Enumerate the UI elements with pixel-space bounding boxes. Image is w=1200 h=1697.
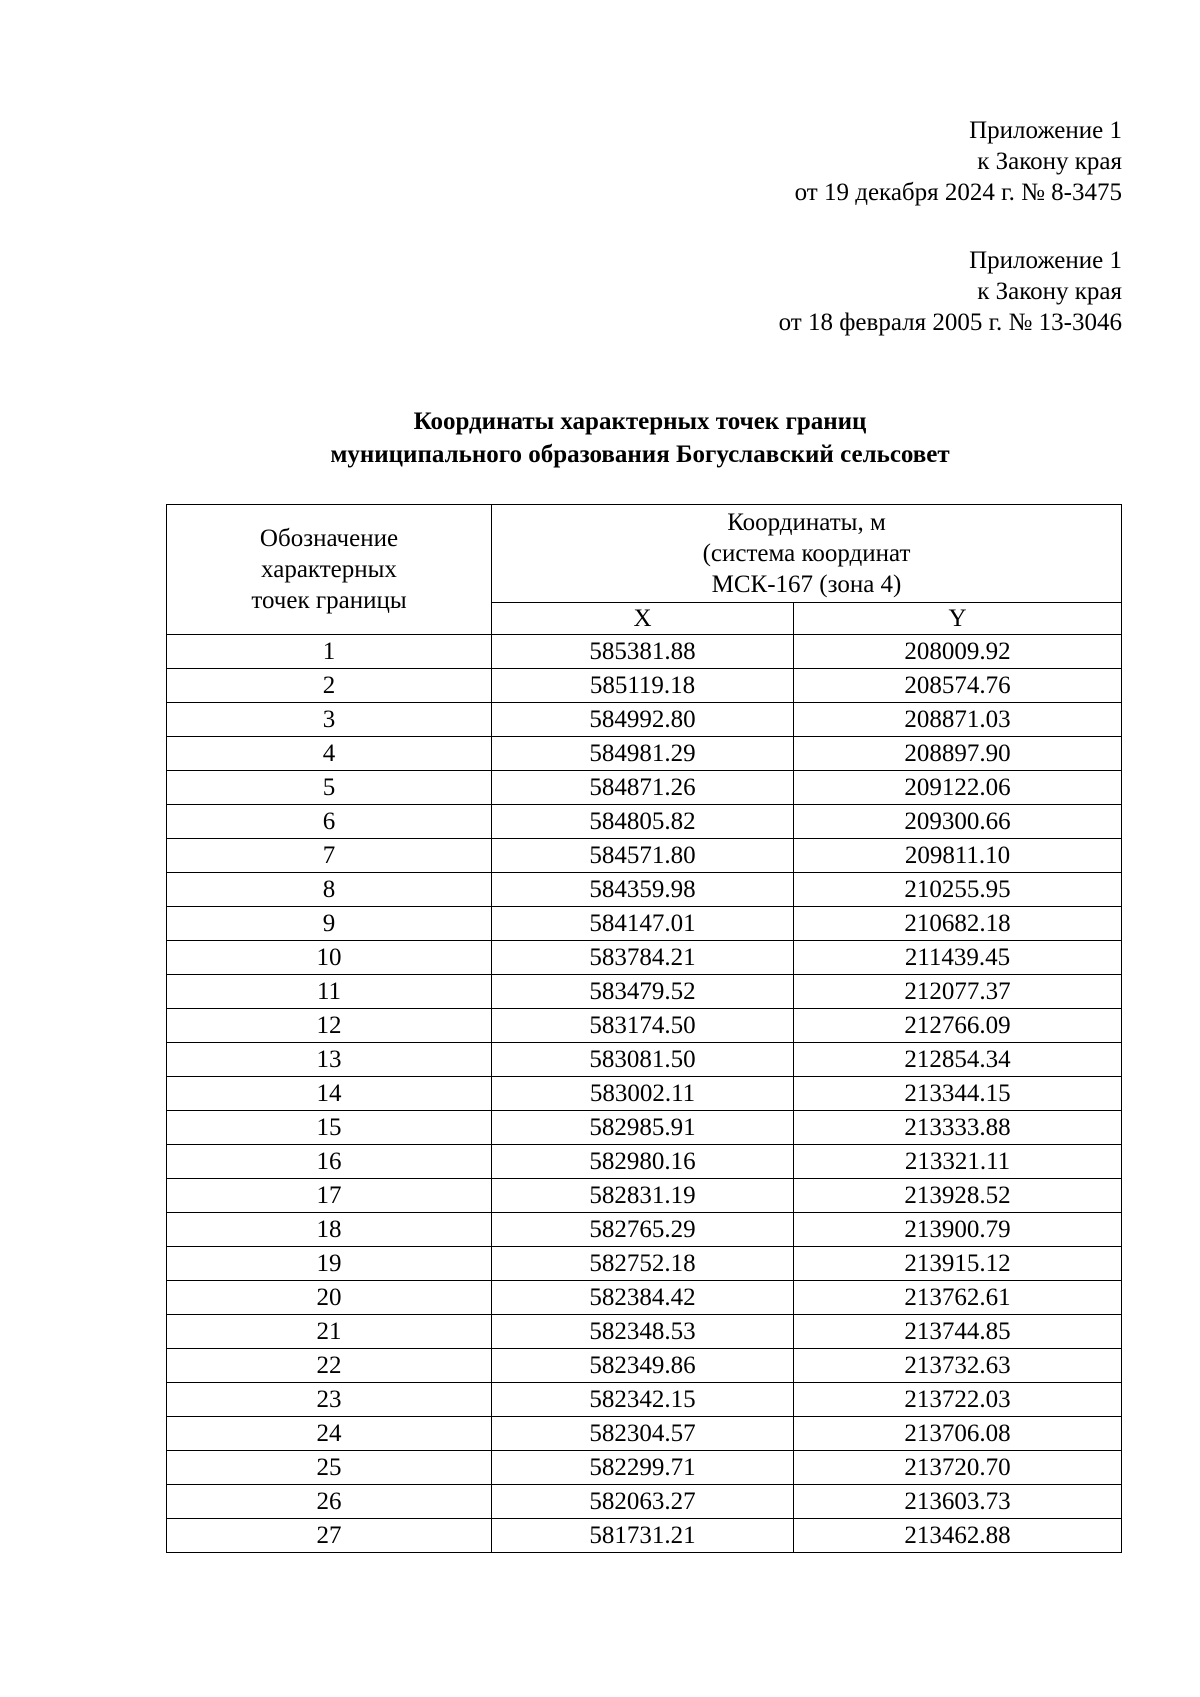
title-line-2: муниципального образования Богуславский сельсовет xyxy=(330,441,950,468)
table-header xyxy=(167,505,1122,635)
x-coordinate-cell: 583479.52 xyxy=(492,975,794,1009)
x-coordinate-cell: 583002.11 xyxy=(492,1077,794,1111)
y-coordinate-cell: 211439.45 xyxy=(794,941,1122,975)
x-coordinate-cell: 584871.26 xyxy=(492,771,794,805)
y-coordinate-cell: 212077.37 xyxy=(794,975,1122,1009)
table-row xyxy=(167,1417,1122,1451)
x-coordinate-cell: 582342.15 xyxy=(492,1383,794,1417)
y-coordinate-cell: 213928.52 xyxy=(794,1179,1122,1213)
table-row xyxy=(167,873,1122,907)
x-coordinate-cell: 582299.71 xyxy=(492,1451,794,1485)
table-row xyxy=(167,771,1122,805)
table-row xyxy=(167,941,1122,975)
point-number-cell: 23 xyxy=(167,1383,492,1417)
point-number-cell: 3 xyxy=(167,703,492,737)
x-coordinate-cell: 581731.21 xyxy=(492,1519,794,1553)
coordinates-table xyxy=(166,504,1122,1553)
appendix-header-original xyxy=(779,245,1122,338)
y-coordinate-cell: 208574.76 xyxy=(794,669,1122,703)
table-row xyxy=(167,1213,1122,1247)
point-number-cell: 25 xyxy=(167,1451,492,1485)
x-coordinate-cell: 582384.42 xyxy=(492,1281,794,1315)
appendix-label: Приложение 1 xyxy=(969,117,1122,144)
y-coordinate-cell: 213603.73 xyxy=(794,1485,1122,1519)
x-coordinate-cell: 584571.80 xyxy=(492,839,794,873)
document-title xyxy=(0,405,1200,471)
table-row xyxy=(167,1451,1122,1485)
point-number-cell: 18 xyxy=(167,1213,492,1247)
point-number-cell: 21 xyxy=(167,1315,492,1349)
table-row xyxy=(167,1145,1122,1179)
table-row xyxy=(167,1009,1122,1043)
designation-header-line-2: характерных xyxy=(261,556,397,583)
point-number-cell: 13 xyxy=(167,1043,492,1077)
x-coordinate-cell: 582304.57 xyxy=(492,1417,794,1451)
table-row xyxy=(167,737,1122,771)
y-coordinate-cell: 210682.18 xyxy=(794,907,1122,941)
y-coordinate-cell: 213744.85 xyxy=(794,1315,1122,1349)
appendix-law-date: от 18 февраля 2005 г. № 13-3046 xyxy=(778,309,1122,336)
coordinates-header xyxy=(492,505,1122,603)
point-number-cell: 8 xyxy=(167,873,492,907)
table-row xyxy=(167,805,1122,839)
table-row xyxy=(167,1485,1122,1519)
x-coordinate-cell: 583081.50 xyxy=(492,1043,794,1077)
point-number-cell: 20 xyxy=(167,1281,492,1315)
y-coordinate-cell: 213732.63 xyxy=(794,1349,1122,1383)
x-coordinate-cell: 582765.29 xyxy=(492,1213,794,1247)
x-column-header: X xyxy=(492,603,794,635)
point-number-cell: 9 xyxy=(167,907,492,941)
point-number-cell: 7 xyxy=(167,839,492,873)
point-number-cell: 5 xyxy=(167,771,492,805)
x-coordinate-cell: 584805.82 xyxy=(492,805,794,839)
x-coordinate-cell: 582985.91 xyxy=(492,1111,794,1145)
table-row xyxy=(167,1179,1122,1213)
point-number-cell: 1 xyxy=(167,635,492,669)
y-coordinate-cell: 208871.03 xyxy=(794,703,1122,737)
point-number-cell: 4 xyxy=(167,737,492,771)
y-coordinate-cell: 213462.88 xyxy=(794,1519,1122,1553)
y-coordinate-cell: 210255.95 xyxy=(794,873,1122,907)
point-number-cell: 14 xyxy=(167,1077,492,1111)
y-coordinate-cell: 213321.11 xyxy=(794,1145,1122,1179)
y-coordinate-cell: 209300.66 xyxy=(794,805,1122,839)
y-coordinate-cell: 212854.34 xyxy=(794,1043,1122,1077)
y-coordinate-cell: 213722.03 xyxy=(794,1383,1122,1417)
table-row xyxy=(167,1519,1122,1553)
table-row xyxy=(167,1111,1122,1145)
x-coordinate-cell: 583174.50 xyxy=(492,1009,794,1043)
point-number-cell: 10 xyxy=(167,941,492,975)
point-number-cell: 19 xyxy=(167,1247,492,1281)
table-row xyxy=(167,839,1122,873)
table-row xyxy=(167,907,1122,941)
title-line-1: Координаты характерных точек границ xyxy=(413,408,867,435)
x-coordinate-cell: 582752.18 xyxy=(492,1247,794,1281)
x-coordinate-cell: 582063.27 xyxy=(492,1485,794,1519)
appendix-label: Приложение 1 xyxy=(969,247,1122,274)
table-row xyxy=(167,635,1122,669)
point-number-cell: 2 xyxy=(167,669,492,703)
x-coordinate-cell: 584359.98 xyxy=(492,873,794,907)
y-coordinate-cell: 209811.10 xyxy=(794,839,1122,873)
coordinates-header-line-1: Координаты, м xyxy=(727,509,886,536)
y-coordinate-cell: 208009.92 xyxy=(794,635,1122,669)
x-coordinate-cell: 582349.86 xyxy=(492,1349,794,1383)
table-row xyxy=(167,1349,1122,1383)
x-coordinate-cell: 584147.01 xyxy=(492,907,794,941)
point-number-cell: 17 xyxy=(167,1179,492,1213)
x-coordinate-cell: 585119.18 xyxy=(492,669,794,703)
x-coordinate-cell: 582348.53 xyxy=(492,1315,794,1349)
table-row xyxy=(167,975,1122,1009)
point-number-cell: 26 xyxy=(167,1485,492,1519)
appendix-law-ref: к Закону края xyxy=(977,278,1122,305)
y-column-header: Y xyxy=(794,603,1122,635)
table-row xyxy=(167,1043,1122,1077)
table-row xyxy=(167,1077,1122,1111)
table-row xyxy=(167,1315,1122,1349)
table-row xyxy=(167,1383,1122,1417)
y-coordinate-cell: 212766.09 xyxy=(794,1009,1122,1043)
y-coordinate-cell: 213344.15 xyxy=(794,1077,1122,1111)
point-number-cell: 12 xyxy=(167,1009,492,1043)
table-body xyxy=(167,635,1122,1553)
x-coordinate-cell: 583784.21 xyxy=(492,941,794,975)
y-coordinate-cell: 213706.08 xyxy=(794,1417,1122,1451)
coordinates-header-line-2: (система координат xyxy=(702,540,911,567)
point-number-cell: 15 xyxy=(167,1111,492,1145)
x-coordinate-cell: 584981.29 xyxy=(492,737,794,771)
point-number-cell: 24 xyxy=(167,1417,492,1451)
y-coordinate-cell: 213900.79 xyxy=(794,1213,1122,1247)
appendix-law-ref: к Закону края xyxy=(977,148,1122,175)
y-coordinate-cell: 213915.12 xyxy=(794,1247,1122,1281)
table-row xyxy=(167,1281,1122,1315)
coordinates-header-line-3: МСК-167 (зона 4) xyxy=(711,571,902,598)
y-coordinate-cell: 213720.70 xyxy=(794,1451,1122,1485)
point-number-cell: 22 xyxy=(167,1349,492,1383)
designation-header-line-1: Обозначение xyxy=(259,525,399,552)
y-coordinate-cell: 213333.88 xyxy=(794,1111,1122,1145)
table-row xyxy=(167,1247,1122,1281)
x-coordinate-cell: 582831.19 xyxy=(492,1179,794,1213)
table-row xyxy=(167,703,1122,737)
x-coordinate-cell: 584992.80 xyxy=(492,703,794,737)
point-number-cell: 16 xyxy=(167,1145,492,1179)
x-coordinate-cell: 585381.88 xyxy=(492,635,794,669)
designation-header-line-3: точек границы xyxy=(251,587,407,614)
x-coordinate-cell: 582980.16 xyxy=(492,1145,794,1179)
point-number-cell: 6 xyxy=(167,805,492,839)
designation-header xyxy=(167,505,492,635)
y-coordinate-cell: 213762.61 xyxy=(794,1281,1122,1315)
y-coordinate-cell: 209122.06 xyxy=(794,771,1122,805)
appendix-header-current xyxy=(795,115,1122,208)
point-number-cell: 11 xyxy=(167,975,492,1009)
point-number-cell: 27 xyxy=(167,1519,492,1553)
y-coordinate-cell: 208897.90 xyxy=(794,737,1122,771)
appendix-law-date: от 19 декабря 2024 г. № 8-3475 xyxy=(794,179,1122,206)
table-row xyxy=(167,669,1122,703)
